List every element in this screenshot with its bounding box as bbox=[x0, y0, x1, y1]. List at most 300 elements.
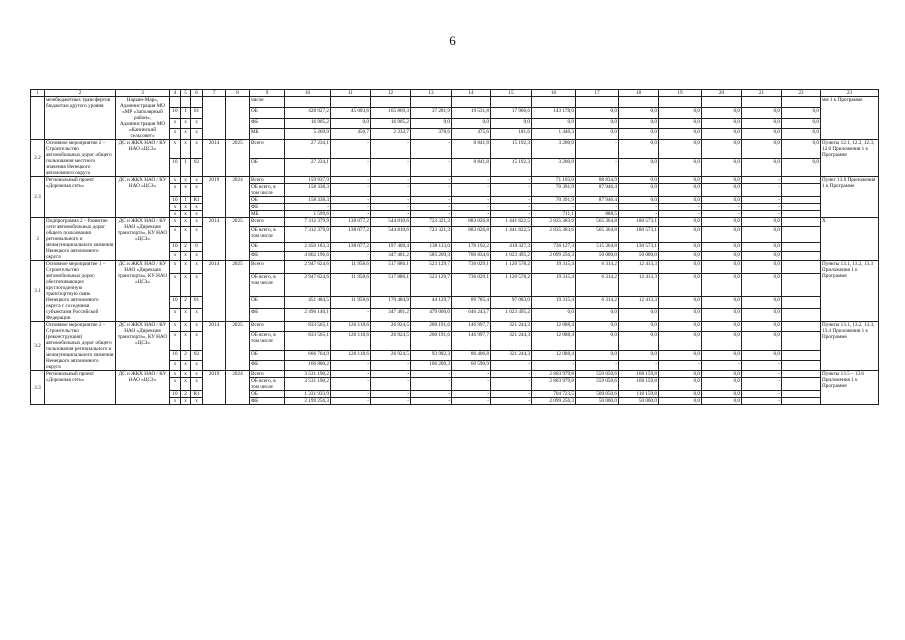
amount-cell: 704 723,5 bbox=[532, 391, 576, 398]
amount-cell: 0,0 bbox=[702, 371, 742, 378]
amount-cell bbox=[782, 252, 821, 261]
budget-code: x bbox=[181, 177, 191, 184]
amount-cell: 0,0 bbox=[702, 243, 742, 252]
amount-cell: 2 199 256,3 bbox=[285, 398, 331, 405]
amount-cell: 559 050,6 bbox=[576, 378, 619, 391]
amount-cell: 12 088,4 bbox=[532, 350, 576, 360]
budget-code: x bbox=[191, 252, 203, 261]
column-number: 6 bbox=[191, 90, 203, 97]
amount-cell: - bbox=[619, 211, 659, 218]
amount-cell: - bbox=[371, 177, 411, 184]
amount-cell: 565 364,8 bbox=[576, 218, 619, 227]
funding-source: ОБ всего, в том числе bbox=[250, 184, 285, 197]
measure-name: Основное мероприятие 2 – Строительство автомобильных дорог общего пользования местного значения Ненецкого автономного округа bbox=[45, 140, 116, 177]
amount-cell: 159 937,9 bbox=[285, 177, 331, 184]
amount-cell: 2 947 624,6 bbox=[285, 261, 331, 274]
amount-cell: - bbox=[331, 204, 371, 211]
amount-cell: 0,0 bbox=[742, 226, 782, 242]
amount-cell: 158 338,3 bbox=[285, 184, 331, 197]
amount-cell: - bbox=[331, 309, 371, 322]
amount-cell: 0,0 bbox=[659, 398, 702, 405]
amount-cell: - bbox=[285, 204, 331, 211]
amount-cell bbox=[782, 243, 821, 252]
amount-cell: 0,0 bbox=[702, 296, 742, 309]
amount-cell: 37 281,9 bbox=[411, 107, 452, 118]
budget-code: x bbox=[170, 371, 181, 378]
amount-cell: - bbox=[576, 140, 619, 159]
funding-source: Всего bbox=[250, 140, 285, 159]
funding-source: МБ bbox=[250, 129, 285, 140]
budget-code: 2 bbox=[181, 391, 191, 398]
budget-code: 10 bbox=[170, 107, 181, 118]
amount-cell: - bbox=[659, 360, 702, 370]
column-number: 17 bbox=[576, 90, 619, 97]
measure-name: Подпрограмма 2 – Развитие сети автомобильных дорог общего пользования регионального и межмуниципального значения Ненецкого автономного округа bbox=[45, 218, 116, 261]
amount-cell: - bbox=[532, 360, 576, 370]
amount-cell: 706 834,6 bbox=[452, 252, 491, 261]
amount-cell: 0,0 bbox=[576, 118, 619, 129]
amount-cell bbox=[782, 261, 821, 274]
amount-cell: 16 905,2 bbox=[285, 118, 331, 129]
amount-cell: - bbox=[491, 398, 532, 405]
budget-code: x bbox=[181, 322, 191, 332]
budget-code: 10 bbox=[170, 158, 181, 177]
amount-cell: 0,0 bbox=[619, 184, 659, 197]
budget-code: x bbox=[181, 309, 191, 322]
amount-cell: - bbox=[491, 204, 532, 211]
amount-cell: 0,0 bbox=[782, 158, 821, 177]
amount-cell: 321 244,3 bbox=[491, 350, 532, 360]
budget-code: x bbox=[191, 309, 203, 322]
funding-source: Всего bbox=[250, 261, 285, 274]
amount-cell: 0,0 bbox=[702, 197, 742, 204]
budget-code: x bbox=[181, 204, 191, 211]
amount-cell: 19 531,8 bbox=[452, 107, 491, 118]
amount-cell: 1 441 822,5 bbox=[491, 218, 532, 227]
amount-cell: 50 000,0 bbox=[619, 398, 659, 405]
budget-code: 01 bbox=[191, 107, 203, 118]
budget-code: R1 bbox=[191, 197, 203, 204]
amount-cell: 26 924,5 bbox=[371, 332, 411, 351]
amount-cell: 0,0 bbox=[702, 309, 742, 322]
amount-cell: 0,0 bbox=[742, 350, 782, 360]
budget-code: x bbox=[181, 378, 191, 391]
amount-cell bbox=[782, 371, 821, 378]
amount-cell bbox=[782, 184, 821, 197]
amount-cell: 0,0 bbox=[659, 332, 702, 351]
amount-cell: 0,0 bbox=[619, 118, 659, 129]
budget-code bbox=[181, 97, 191, 108]
amount-cell: - bbox=[576, 158, 619, 177]
amount-cell: 0,0 bbox=[659, 197, 702, 204]
budget-code: 2 bbox=[181, 350, 191, 360]
amount-cell: - bbox=[371, 184, 411, 197]
amount-cell: 0,0 bbox=[702, 118, 742, 129]
amount-cell: 15 192,3 bbox=[491, 140, 532, 159]
amount-cell: 146 997,7 bbox=[452, 332, 491, 351]
amount-cell: 1 599,6 bbox=[285, 211, 331, 218]
table-row bbox=[31, 371, 879, 378]
column-number: 2 bbox=[45, 90, 116, 97]
amount-cell: - bbox=[452, 204, 491, 211]
funding-source: Всего bbox=[250, 371, 285, 378]
amount-cell: 0,0 bbox=[576, 332, 619, 351]
funding-source: Всего bbox=[250, 322, 285, 332]
funding-source: ФБ bbox=[250, 398, 285, 405]
funding-source: ОБ bbox=[250, 243, 285, 252]
amount-cell: 181,6 bbox=[491, 129, 532, 140]
budget-code: x bbox=[170, 398, 181, 405]
budget-code: x bbox=[170, 378, 181, 391]
amount-cell: 736 029,1 bbox=[452, 261, 491, 274]
amount-cell: 833 565,1 bbox=[285, 322, 331, 332]
amount-cell: 3 200,0 bbox=[532, 158, 576, 177]
budget-code: 1 bbox=[181, 107, 191, 118]
amount-cell: 0,0 bbox=[742, 309, 782, 322]
amount-cell: - bbox=[371, 371, 411, 378]
amount-cell: - bbox=[411, 371, 452, 378]
amount-cell: - bbox=[452, 371, 491, 378]
amount-cell: - bbox=[452, 211, 491, 218]
amount-cell bbox=[742, 97, 782, 108]
amount-cell: 27 234,1 bbox=[285, 158, 331, 177]
amount-cell: - bbox=[331, 211, 371, 218]
amount-cell: 883 026,8 bbox=[452, 226, 491, 242]
budget-code: x bbox=[191, 184, 203, 197]
budget-code: x bbox=[191, 261, 203, 274]
budget-code: x bbox=[170, 218, 181, 227]
amount-cell bbox=[782, 350, 821, 360]
budget-code: x bbox=[181, 118, 191, 129]
amount-cell: 0,0 bbox=[742, 296, 782, 309]
budget-code: x bbox=[181, 332, 191, 351]
amount-cell: 0,0 bbox=[659, 118, 702, 129]
amount-cell: 509 050,6 bbox=[576, 391, 619, 398]
amount-cell: 168 159,8 bbox=[619, 378, 659, 391]
amount-cell: 143 178,0 bbox=[532, 107, 576, 118]
amount-cell: - bbox=[576, 204, 619, 211]
amount-cell: 883 026,8 bbox=[452, 218, 491, 227]
amount-cell: 0,0 bbox=[742, 107, 782, 118]
column-number: 7 bbox=[203, 90, 226, 97]
amount-cell: 0,0 bbox=[742, 261, 782, 274]
amount-cell: 87 946,4 bbox=[576, 197, 619, 204]
column-number: 16 bbox=[532, 90, 576, 97]
amount-cell: - bbox=[742, 391, 782, 398]
amount-cell: 0,0 bbox=[659, 218, 702, 227]
budget-code: x bbox=[170, 118, 181, 129]
amount-cell: 347 401,2 bbox=[371, 252, 411, 261]
funding-source: ОБ всего, в том числе bbox=[250, 378, 285, 391]
budget-code: x bbox=[191, 226, 203, 242]
amount-cell: 7 312 379,9 bbox=[285, 226, 331, 242]
budget-code: x bbox=[191, 322, 203, 332]
amount-cell: 0,0 bbox=[659, 140, 702, 159]
amount-cell: - bbox=[371, 398, 411, 405]
program-reference: Пункты 12.1, 12.2, 12.3, 12.6 Приложения 1 к Программе bbox=[821, 140, 879, 177]
budget-code: x bbox=[191, 129, 203, 140]
budget-code: x bbox=[181, 273, 191, 296]
amount-cell: - bbox=[452, 197, 491, 204]
column-number: 18 bbox=[619, 90, 659, 97]
amount-cell: 0,0 bbox=[782, 140, 821, 159]
amount-cell: 0,0 bbox=[782, 107, 821, 118]
amount-cell: 88 834,9 bbox=[576, 177, 619, 184]
funding-source: ОБ всего, в том числе bbox=[250, 273, 285, 296]
executor: Нарьян-Мар», Администрация МО «МР «Заполярный район», Администрация МО «Канинский сельсовет» bbox=[116, 97, 170, 140]
amount-cell: 11 958,6 bbox=[331, 296, 371, 309]
budget-code: x bbox=[191, 378, 203, 391]
amount-cell: 6 314,2 bbox=[576, 261, 619, 274]
amount-cell: 11 958,6 bbox=[331, 261, 371, 274]
amount-cell bbox=[782, 391, 821, 398]
amount-cell: - bbox=[619, 360, 659, 370]
amount-cell bbox=[782, 197, 821, 204]
amount-cell: 1 120 578,2 bbox=[491, 261, 532, 274]
amount-cell: - bbox=[742, 398, 782, 405]
amount-cell: 2 803 979,8 bbox=[532, 378, 576, 391]
amount-cell: 86 406,8 bbox=[452, 350, 491, 360]
column-number: 9 bbox=[250, 90, 285, 97]
amount-cell: 0,0 bbox=[742, 273, 782, 296]
executor: ДС и ЖКХ НАО / КУ НАО «Дирекция транспорта», КУ НАО «ЦСЗ» bbox=[116, 322, 170, 371]
amount-cell: 0,0 bbox=[659, 107, 702, 118]
column-number: 13 bbox=[411, 90, 452, 97]
amount-cell: 6 314,2 bbox=[576, 296, 619, 309]
amount-cell: 0,0 bbox=[742, 322, 782, 332]
amount-cell: 0,0 bbox=[702, 140, 742, 159]
amount-cell: 1 120 578,2 bbox=[491, 273, 532, 296]
amount-cell: - bbox=[411, 391, 452, 398]
amount-cell: - bbox=[371, 391, 411, 398]
budget-code: 10 bbox=[170, 197, 181, 204]
budget-code: x bbox=[181, 140, 191, 159]
amount-cell: 200 191,6 bbox=[411, 322, 452, 332]
amount-cell: 2 803 979,8 bbox=[532, 371, 576, 378]
amount-cell: 1 331 933,9 bbox=[285, 391, 331, 398]
table-row bbox=[31, 140, 879, 159]
column-number: 15 bbox=[491, 90, 532, 97]
amount-cell: - bbox=[371, 211, 411, 218]
budget-code: x bbox=[181, 129, 191, 140]
amount-cell: 0,0 bbox=[659, 371, 702, 378]
amount-cell bbox=[782, 226, 821, 242]
amount-cell: 89 785,4 bbox=[452, 296, 491, 309]
amount-cell bbox=[782, 322, 821, 332]
row-number: 3.2 bbox=[31, 322, 45, 371]
program-reference: Х bbox=[821, 218, 879, 261]
amount-cell: 1 446,3 bbox=[532, 129, 576, 140]
amount-cell: 0,0 bbox=[702, 350, 742, 360]
amount-cell: 0,0 bbox=[619, 107, 659, 118]
amount-cell: - bbox=[742, 211, 782, 218]
amount-cell: 0,0 bbox=[576, 350, 619, 360]
amount-cell: 3 531 190,2 bbox=[285, 371, 331, 378]
funding-source: ОБ bbox=[250, 158, 285, 177]
amount-cell: 0,0 bbox=[742, 158, 782, 177]
budget-code: x bbox=[170, 129, 181, 140]
amount-cell bbox=[491, 97, 532, 108]
budget-code: x bbox=[170, 140, 181, 159]
amount-cell: 723 321,3 bbox=[411, 218, 452, 227]
amount-cell: - bbox=[742, 378, 782, 391]
amount-cell: 0,0 bbox=[702, 261, 742, 274]
amount-cell: - bbox=[491, 391, 532, 398]
amount-cell: - bbox=[371, 204, 411, 211]
amount-cell: - bbox=[371, 197, 411, 204]
amount-cell: 0,0 bbox=[659, 273, 702, 296]
amount-cell: 0,0 bbox=[702, 252, 742, 261]
amount-cell bbox=[782, 97, 821, 108]
amount-cell: - bbox=[452, 391, 491, 398]
amount-cell: 8 841,8 bbox=[452, 158, 491, 177]
amount-cell: 0,0 bbox=[659, 350, 702, 360]
budget-code: x bbox=[191, 118, 203, 129]
amount-cell bbox=[782, 398, 821, 405]
amount-cell: 0,0 bbox=[659, 177, 702, 184]
row-number: 3 bbox=[31, 218, 45, 261]
amount-cell: 50 000,0 bbox=[619, 252, 659, 261]
amount-cell: 166 800,2 bbox=[285, 360, 331, 370]
end-year: 2024 bbox=[226, 177, 250, 218]
amount-cell: - bbox=[491, 177, 532, 184]
amount-cell: 12 413,3 bbox=[619, 261, 659, 274]
amount-cell: 3 200,0 bbox=[532, 140, 576, 159]
amount-cell: 0,0 bbox=[742, 118, 782, 129]
amount-cell: 3 531 190,2 bbox=[285, 378, 331, 391]
amount-cell: 544 810,6 bbox=[371, 226, 411, 242]
amount-cell: 0,0 bbox=[576, 129, 619, 140]
end-year: 2025 bbox=[226, 140, 250, 177]
amount-cell: 126 118,6 bbox=[331, 350, 371, 360]
executor: ДС и ЖКХ НАО / КУ НАО «ЦСЗ» bbox=[116, 140, 170, 177]
amount-cell: 321 244,3 bbox=[491, 322, 532, 332]
budget-code: 2 bbox=[181, 296, 191, 309]
budget-code: x bbox=[181, 398, 191, 405]
amount-cell: 17 966,6 bbox=[491, 107, 532, 118]
amount-cell: 0,0 bbox=[659, 296, 702, 309]
amount-cell: - bbox=[411, 378, 452, 391]
funding-source: ФБ bbox=[250, 118, 285, 129]
amount-cell: - bbox=[331, 140, 371, 159]
column-number: 3 bbox=[116, 90, 170, 97]
amount-cell: - bbox=[411, 204, 452, 211]
amount-cell: 126 118,6 bbox=[331, 322, 371, 332]
amount-cell: - bbox=[702, 360, 742, 370]
amount-cell: - bbox=[411, 158, 452, 177]
amount-cell: 126 118,6 bbox=[331, 332, 371, 351]
budget-code: 10 bbox=[170, 296, 181, 309]
amount-cell: 16 905,2 bbox=[371, 118, 411, 129]
amount-cell bbox=[782, 296, 821, 309]
amount-cell: 0,0 bbox=[702, 398, 742, 405]
budget-code: 1 bbox=[181, 158, 191, 177]
amount-cell: 70 391,9 bbox=[532, 184, 576, 197]
amount-cell: 456,7 bbox=[331, 129, 371, 140]
amount-cell: 0,0 bbox=[619, 332, 659, 351]
amount-cell: 7 312 379,9 bbox=[285, 218, 331, 227]
funding-source: Всего bbox=[250, 177, 285, 184]
budget-code: x bbox=[181, 226, 191, 242]
amount-cell: 321 244,3 bbox=[491, 332, 532, 351]
start-year: 2019 bbox=[203, 177, 226, 218]
amount-cell: 12 413,3 bbox=[619, 296, 659, 309]
program-reference: мм 1 к Программе bbox=[821, 97, 879, 140]
amount-cell: - bbox=[331, 177, 371, 184]
amount-cell: 0,0 bbox=[659, 158, 702, 177]
row-number: 3.3 bbox=[31, 371, 45, 405]
amount-cell: - bbox=[411, 184, 452, 197]
funding-source: ОБ bbox=[250, 296, 285, 309]
budget-code: x bbox=[181, 211, 191, 218]
amount-cell: 0,0 bbox=[702, 218, 742, 227]
amount-cell: 0,0 bbox=[659, 309, 702, 322]
funding-source: ОБ всего, в том числе bbox=[250, 226, 285, 242]
amount-cell: 0,0 bbox=[742, 252, 782, 261]
amount-cell: 0,0 bbox=[659, 243, 702, 252]
amount-cell: - bbox=[411, 398, 452, 405]
amount-cell bbox=[782, 218, 821, 227]
amount-cell: 666 764,9 bbox=[285, 350, 331, 360]
amount-cell: 517 886,1 bbox=[371, 273, 411, 296]
start-year: 2014 bbox=[203, 261, 226, 322]
amount-cell: 0,0 bbox=[659, 252, 702, 261]
amount-cell: 0,0 bbox=[659, 226, 702, 242]
amount-cell: 0,0 bbox=[659, 378, 702, 391]
program-reference: Пункты 13.5 – 13.6 Приложения 1 к Программе bbox=[821, 371, 879, 405]
amount-cell bbox=[576, 97, 619, 108]
amount-cell: 4 862 196,6 bbox=[285, 252, 331, 261]
budget-code: 02 bbox=[191, 350, 203, 360]
amount-cell: 0,0 bbox=[619, 140, 659, 159]
amount-cell: - bbox=[491, 371, 532, 378]
executor: ДС и ЖКХ НАО / КУ НАО «Дирекция транспорта», КУ НАО «ЦСЗ» bbox=[116, 218, 170, 261]
row-number: 2.2 bbox=[31, 140, 45, 177]
amount-cell: - bbox=[371, 360, 411, 370]
amount-cell: 0,0 bbox=[702, 391, 742, 398]
amount-cell: 0,0 bbox=[702, 158, 742, 177]
funding-source: ФБ bbox=[250, 204, 285, 211]
amount-cell: 1 023 495,2 bbox=[491, 309, 532, 322]
amount-cell: 0,0 bbox=[619, 177, 659, 184]
amount-cell: 176 192,2 bbox=[452, 243, 491, 252]
amount-cell: 0,0 bbox=[619, 158, 659, 177]
amount-cell: 0,0 bbox=[576, 309, 619, 322]
amount-cell: 12 088,4 bbox=[532, 332, 576, 351]
amount-cell: - bbox=[742, 197, 782, 204]
amount-cell: 2 496 140,1 bbox=[285, 309, 331, 322]
amount-cell: 428 927,2 bbox=[285, 107, 331, 118]
amount-cell: 15 192,3 bbox=[491, 158, 532, 177]
amount-cell: 559 050,6 bbox=[576, 371, 619, 378]
amount-cell: 2 835 383,6 bbox=[532, 218, 576, 227]
column-number: 10 bbox=[285, 90, 331, 97]
amount-cell: 106 209,3 bbox=[411, 360, 452, 370]
amount-cell: 0,0 bbox=[742, 243, 782, 252]
amount-cell: 0,0 bbox=[702, 107, 742, 118]
program-reference: Пункт 13.6 Приложения 1 к Программе bbox=[821, 177, 879, 218]
budget-code: x bbox=[170, 211, 181, 218]
amount-cell bbox=[331, 97, 371, 108]
amount-cell: - bbox=[411, 197, 452, 204]
amount-cell: - bbox=[452, 177, 491, 184]
amount-cell: 0,0 bbox=[619, 350, 659, 360]
column-number: 21 bbox=[742, 90, 782, 97]
amount-cell: - bbox=[371, 158, 411, 177]
amount-cell: 44 129,7 bbox=[411, 296, 452, 309]
budget-code: 10 bbox=[170, 391, 181, 398]
budget-code: x bbox=[191, 211, 203, 218]
